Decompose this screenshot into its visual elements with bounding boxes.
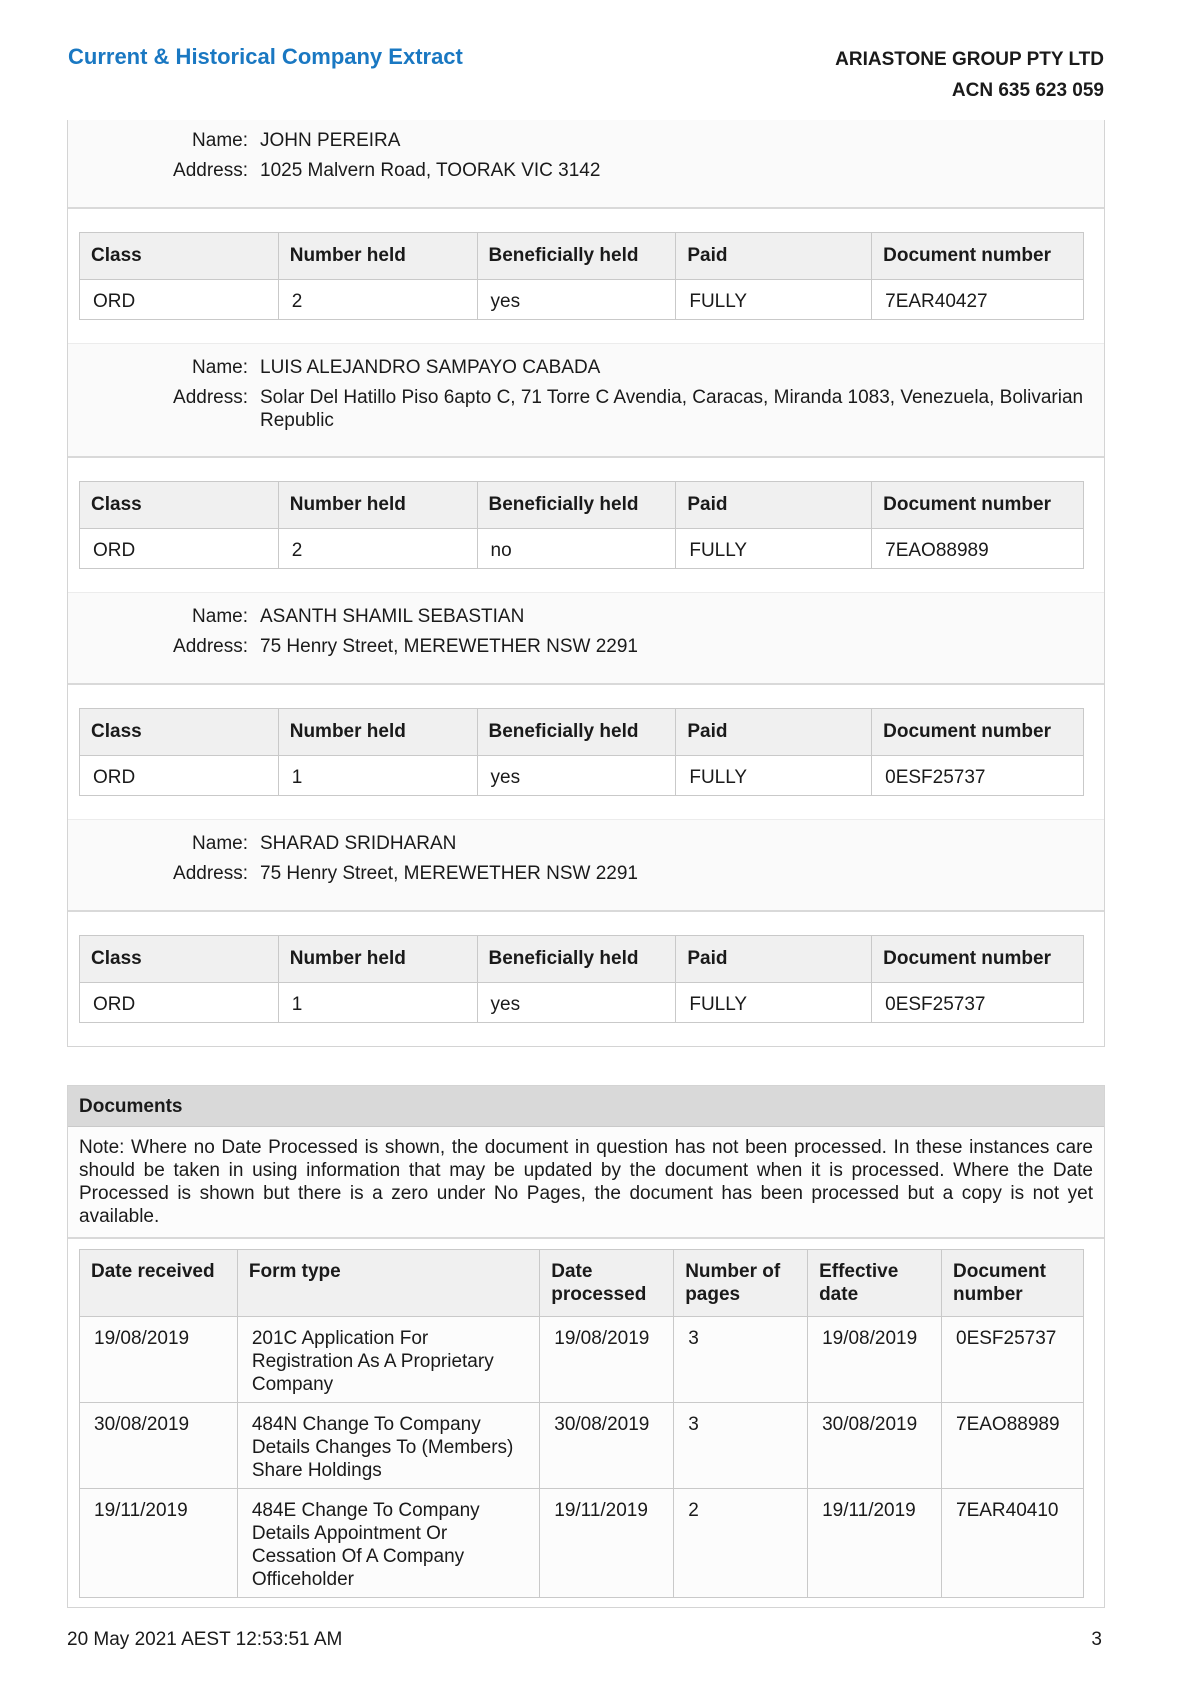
beneficially-held: yes	[477, 983, 676, 1023]
shareholding-table	[79, 481, 1084, 569]
member-address-row	[68, 862, 1104, 886]
col-class: Class	[80, 709, 279, 756]
member-address: Solar Del Hatillo Piso 6apto C, 71 Torre C Avendia, Caracas, Miranda 1083, Venezuela, Bolivarian Republic	[260, 387, 1084, 431]
number-held: 2	[278, 529, 477, 569]
col-document-number: Document number	[872, 709, 1084, 756]
col-paid: Paid	[676, 709, 872, 756]
col-document-number: Document number	[942, 1250, 1084, 1317]
document-number: 7EAO88989	[942, 1403, 1084, 1489]
beneficially-held: no	[477, 529, 676, 569]
member-name-row	[68, 832, 1104, 856]
col-beneficially-held: Beneficially held	[477, 482, 676, 529]
col-effective-date: Effective date	[808, 1250, 942, 1317]
shareholding	[68, 209, 1104, 343]
member-name-row	[68, 605, 1104, 629]
beneficially-held: yes	[477, 280, 676, 320]
address-label: Address:	[173, 160, 248, 181]
share-class: ORD	[80, 756, 279, 796]
shareholding-header-row	[80, 233, 1084, 280]
documents-table	[79, 1249, 1084, 1598]
document-number: 7EAR40427	[872, 280, 1084, 320]
number-of-pages: 3	[674, 1403, 808, 1489]
number-of-pages: 3	[674, 1317, 808, 1403]
document-number: 0ESF25737	[942, 1317, 1084, 1403]
shareholding-header-row	[80, 936, 1084, 983]
documents-note: Note: Where no Date Processed is shown, the document in question has not been processed. In these instances care should be taken in using information that may be updated by the document when it is processed. Where the Date Processed is shown but there is a zero under No Pages, the document has been processed but a copy is not yet available.	[68, 1127, 1104, 1239]
member-address-row	[68, 635, 1104, 659]
member-name-row	[68, 129, 1104, 153]
date-processed: 19/11/2019	[540, 1489, 674, 1598]
member-address: 75 Henry Street, MEREWETHER NSW 2291	[260, 636, 638, 657]
address-label: Address:	[173, 863, 248, 884]
shareholding-header-row	[80, 482, 1084, 529]
col-beneficially-held: Beneficially held	[477, 936, 676, 983]
share-class: ORD	[80, 983, 279, 1023]
members-section	[67, 120, 1105, 1047]
effective-date: 19/11/2019	[808, 1489, 942, 1598]
col-document-number: Document number	[872, 233, 1084, 280]
document-row	[80, 1317, 1084, 1403]
col-number-held: Number held	[278, 233, 477, 280]
col-beneficially-held: Beneficially held	[477, 233, 676, 280]
effective-date: 30/08/2019	[808, 1403, 942, 1489]
number-held: 1	[278, 983, 477, 1023]
number-of-pages: 2	[674, 1489, 808, 1598]
shareholding-table	[79, 708, 1084, 796]
member-details	[68, 343, 1104, 458]
document-number: 7EAR40410	[942, 1489, 1084, 1598]
form-type: 201C Application For Registration As A Proprietary Company	[237, 1317, 539, 1403]
member-address-row	[68, 386, 1104, 432]
col-beneficially-held: Beneficially held	[477, 709, 676, 756]
col-paid: Paid	[676, 233, 872, 280]
share-class: ORD	[80, 280, 279, 320]
shareholding-table	[79, 232, 1084, 320]
paid-status: FULLY	[676, 983, 872, 1023]
col-number-held: Number held	[278, 936, 477, 983]
col-document-number: Document number	[872, 482, 1084, 529]
document-title: Current & Historical Company Extract	[68, 44, 463, 69]
shareholding	[68, 458, 1104, 592]
col-date-processed: Date processed	[540, 1250, 674, 1317]
company-name: ARIASTONE GROUP PTY LTD	[835, 49, 1104, 70]
col-number-held: Number held	[278, 482, 477, 529]
address-label: Address:	[173, 387, 248, 408]
documents-section	[67, 1085, 1105, 1608]
document-row	[80, 1403, 1084, 1489]
company-info	[835, 44, 1104, 106]
member-name: JOHN PEREIRA	[260, 130, 401, 151]
name-label: Name:	[192, 357, 248, 378]
member-name-row	[68, 356, 1104, 380]
share-class: ORD	[80, 529, 279, 569]
col-class: Class	[80, 482, 279, 529]
col-paid: Paid	[676, 936, 872, 983]
number-held: 1	[278, 756, 477, 796]
member-name: SHARAD SRIDHARAN	[260, 833, 457, 854]
member-details	[68, 819, 1104, 912]
form-type: 484N Change To Company Details Changes To (Members) Share Holdings	[237, 1403, 539, 1489]
paid-status: FULLY	[676, 280, 872, 320]
shareholding-header-row	[80, 709, 1084, 756]
date-processed: 19/08/2019	[540, 1317, 674, 1403]
member-address-row	[68, 159, 1104, 183]
col-class: Class	[80, 936, 279, 983]
shareholding	[68, 685, 1104, 819]
member-name: ASANTH SHAMIL SEBASTIAN	[260, 606, 525, 627]
form-type: 484E Change To Company Details Appointment Or Cessation Of A Company Officeholder	[237, 1489, 539, 1598]
footer-timestamp: 20 May 2021 AEST 12:53:51 AM	[67, 1629, 343, 1650]
col-paid: Paid	[676, 482, 872, 529]
name-label: Name:	[192, 833, 248, 854]
shareholding-table	[79, 935, 1084, 1023]
document-number: 7EAO88989	[872, 529, 1084, 569]
document-number: 0ESF25737	[872, 756, 1084, 796]
paid-status: FULLY	[676, 529, 872, 569]
shareholding-row	[80, 529, 1084, 569]
documents-header-row	[80, 1250, 1084, 1317]
beneficially-held: yes	[477, 756, 676, 796]
paid-status: FULLY	[676, 756, 872, 796]
member-address: 75 Henry Street, MEREWETHER NSW 2291	[260, 863, 638, 884]
col-date-received: Date received	[80, 1250, 238, 1317]
date-processed: 30/08/2019	[540, 1403, 674, 1489]
date-received: 19/08/2019	[80, 1317, 238, 1403]
number-held: 2	[278, 280, 477, 320]
address-label: Address:	[173, 636, 248, 657]
date-received: 30/08/2019	[80, 1403, 238, 1489]
member-name: LUIS ALEJANDRO SAMPAYO CABADA	[260, 357, 601, 378]
member-details	[68, 592, 1104, 685]
company-acn: ACN 635 623 059	[951, 80, 1104, 101]
col-number-of-pages: Number of pages	[674, 1250, 808, 1317]
member-details	[68, 120, 1104, 209]
shareholding-row	[80, 983, 1084, 1023]
shareholding	[68, 912, 1104, 1046]
documents-heading: Documents	[68, 1086, 1104, 1127]
col-number-held: Number held	[278, 709, 477, 756]
effective-date: 19/08/2019	[808, 1317, 942, 1403]
col-class: Class	[80, 233, 279, 280]
member-address: 1025 Malvern Road, TOORAK VIC 3142	[260, 160, 601, 181]
col-document-number: Document number	[872, 936, 1084, 983]
document-number: 0ESF25737	[872, 983, 1084, 1023]
shareholding-row	[80, 756, 1084, 796]
page-number: 3	[1091, 1629, 1102, 1650]
name-label: Name:	[192, 606, 248, 627]
shareholding-row	[80, 280, 1084, 320]
name-label: Name:	[192, 130, 248, 151]
date-received: 19/11/2019	[80, 1489, 238, 1598]
document-row	[80, 1489, 1084, 1598]
col-form-type: Form type	[237, 1250, 539, 1317]
